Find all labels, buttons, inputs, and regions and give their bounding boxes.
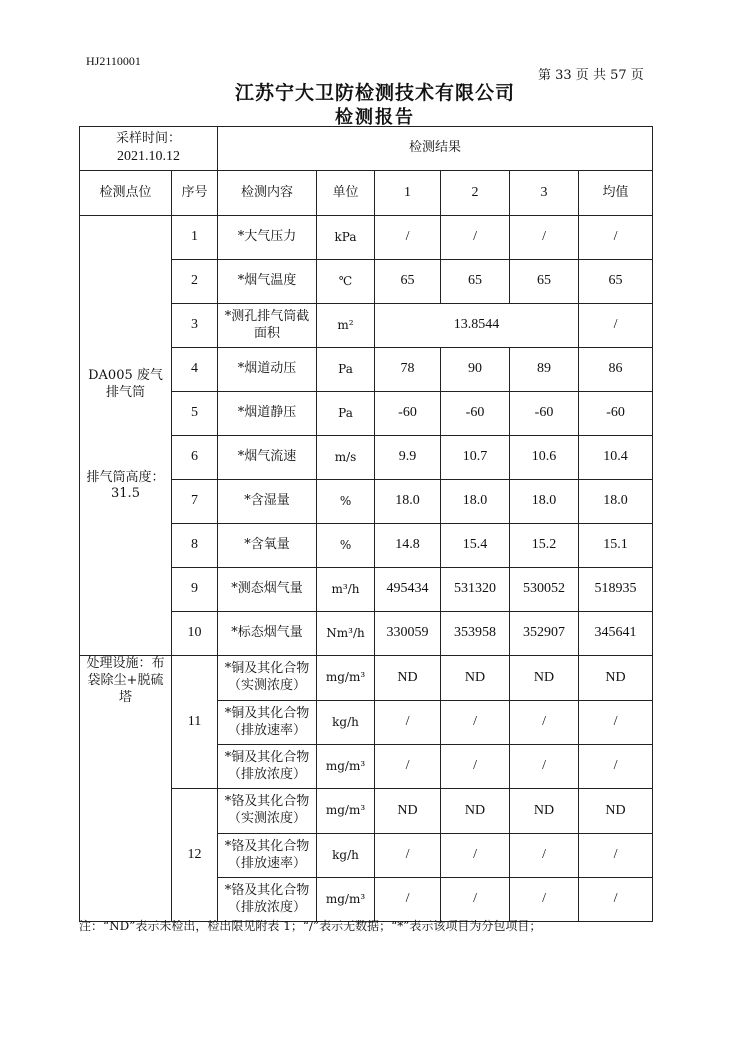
sample-time-cell (80, 127, 218, 171)
row-avg: ND (579, 656, 653, 701)
row-value-3: / (510, 834, 579, 878)
row-unit: kPa (317, 216, 375, 260)
row-seq: 6 (172, 436, 218, 480)
row-unit: m² (317, 304, 375, 348)
document-id: HJ2110001 (86, 54, 141, 68)
row-value-3: ND (510, 789, 579, 834)
row-item: *铜及其化合物（实测浓度） (218, 656, 317, 701)
row-avg: 518935 (579, 568, 653, 612)
col-unit-header: 单位 (317, 171, 375, 216)
results-table (79, 126, 653, 922)
row-value-3: / (510, 745, 579, 789)
row-avg: 15.1 (579, 524, 653, 568)
row-avg: / (579, 304, 653, 348)
row-value-1: ND (375, 656, 441, 701)
row-item: *烟道动压 (218, 348, 317, 392)
row-value-3: 15.2 (510, 524, 579, 568)
row-unit: kg/h (317, 834, 375, 878)
row-value-3: -60 (510, 392, 579, 436)
row-value-1: 78 (375, 348, 441, 392)
row-value-3: / (510, 878, 579, 922)
row-unit: kg/h (317, 701, 375, 745)
col-3-header: 3 (510, 171, 579, 216)
row-value-3: 530052 (510, 568, 579, 612)
row-item: *标态烟气量 (218, 612, 317, 656)
row-seq: 3 (172, 304, 218, 348)
row-seq: 9 (172, 568, 218, 612)
row-seq: 4 (172, 348, 218, 392)
row-seq: 7 (172, 480, 218, 524)
company-name: 江苏宁大卫防检测技术有限公司 (234, 82, 515, 104)
row-unit: % (317, 524, 375, 568)
row-merged-value: 13.8544 (375, 304, 579, 348)
row-item: *烟气温度 (218, 260, 317, 304)
row-avg: -60 (579, 392, 653, 436)
row-value-3: / (510, 216, 579, 260)
row-item: *铬及其化合物（排放速率） (218, 834, 317, 878)
col-2-header: 2 (441, 171, 510, 216)
row-avg: / (579, 878, 653, 922)
row-value-1: 18.0 (375, 480, 441, 524)
row-unit: Nm³/h (317, 612, 375, 656)
row-avg: 10.4 (579, 436, 653, 480)
row-value-3: / (510, 701, 579, 745)
row-avg: ND (579, 789, 653, 834)
row-value-3: 10.6 (510, 436, 579, 480)
row-value-1: / (375, 834, 441, 878)
row-unit: mg/m³ (317, 789, 375, 834)
row-value-1: / (375, 745, 441, 789)
row-unit: mg/m³ (317, 745, 375, 789)
row-value-1: / (375, 878, 441, 922)
row-unit: mg/m³ (317, 656, 375, 701)
row-item: *含湿量 (218, 480, 317, 524)
row-value-2: / (441, 701, 510, 745)
row-unit: m/s (317, 436, 375, 480)
stack-height: 排气筒高度：31.5 (86, 469, 165, 502)
row-avg: / (579, 701, 653, 745)
row-seq: 2 (172, 260, 218, 304)
row-value-2: 15.4 (441, 524, 510, 568)
group-seq: 11 (172, 656, 218, 789)
row-value-1: -60 (375, 392, 441, 436)
row-value-1: 9.9 (375, 436, 441, 480)
row-value-2: 531320 (441, 568, 510, 612)
row-item: *大气压力 (218, 216, 317, 260)
point-name: DA005 废气排气筒 (88, 367, 163, 400)
row-value-3: 89 (510, 348, 579, 392)
row-value-3: ND (510, 656, 579, 701)
col-seq-header: 序号 (172, 171, 218, 216)
row-unit: m³/h (317, 568, 375, 612)
row-value-3: 352907 (510, 612, 579, 656)
row-avg: 345641 (579, 612, 653, 656)
point-cell (80, 216, 172, 656)
row-avg: 86 (579, 348, 653, 392)
row-item: *含氧量 (218, 524, 317, 568)
facility-cell (80, 656, 172, 922)
row-item: *铜及其化合物（排放速率） (218, 701, 317, 745)
row-avg: 18.0 (579, 480, 653, 524)
row-avg: / (579, 834, 653, 878)
row-seq: 5 (172, 392, 218, 436)
col-1-header: 1 (375, 171, 441, 216)
row-value-1: 330059 (375, 612, 441, 656)
row-unit: mg/m³ (317, 878, 375, 922)
row-avg: / (579, 745, 653, 789)
row-value-1: 495434 (375, 568, 441, 612)
footnote: 注：“ND”表示未检出，检出限见附表 1；“/”表示无数据；“*”表示该项目为分包项目； (79, 919, 542, 933)
report-title: 检测报告 (335, 107, 415, 128)
row-value-1: 65 (375, 260, 441, 304)
row-value-1: / (375, 216, 441, 260)
row-unit: % (317, 480, 375, 524)
group-seq: 12 (172, 789, 218, 922)
row-value-2: 65 (441, 260, 510, 304)
row-item: *烟气流速 (218, 436, 317, 480)
row-item: *铬及其化合物（排放浓度） (218, 878, 317, 922)
row-value-2: -60 (441, 392, 510, 436)
row-unit: ℃ (317, 260, 375, 304)
col-point-header: 检测点位 (80, 171, 172, 216)
page-number: 第 33 页 共 57 页 (538, 68, 644, 83)
facility-text: 处理设施：布袋除尘+脱硫塔 (86, 656, 165, 705)
row-value-1: 14.8 (375, 524, 441, 568)
row-value-2: / (441, 745, 510, 789)
row-item: *烟道静压 (218, 392, 317, 436)
sample-time-label: 采样时间： (116, 130, 182, 146)
row-unit: Pa (317, 348, 375, 392)
row-value-2: / (441, 834, 510, 878)
row-value-2: 18.0 (441, 480, 510, 524)
row-value-1: / (375, 701, 441, 745)
row-item: *测态烟气量 (218, 568, 317, 612)
row-seq: 10 (172, 612, 218, 656)
row-value-2: / (441, 878, 510, 922)
row-value-2: ND (441, 789, 510, 834)
row-avg: 65 (579, 260, 653, 304)
row-value-2: 353958 (441, 612, 510, 656)
row-value-3: 18.0 (510, 480, 579, 524)
row-value-2: / (441, 216, 510, 260)
row-value-2: ND (441, 656, 510, 701)
sample-date: 2021.10.12 (117, 148, 180, 164)
row-seq: 1 (172, 216, 218, 260)
row-item: *测孔排气筒截面积 (218, 304, 317, 348)
row-value-2: 10.7 (441, 436, 510, 480)
row-value-3: 65 (510, 260, 579, 304)
row-avg: / (579, 216, 653, 260)
row-seq: 8 (172, 524, 218, 568)
row-unit: Pa (317, 392, 375, 436)
results-header: 检测结果 (218, 127, 653, 171)
row-item: *铜及其化合物（排放浓度） (218, 745, 317, 789)
col-avg-header: 均值 (579, 171, 653, 216)
row-item: *铬及其化合物（实测浓度） (218, 789, 317, 834)
row-value-1: ND (375, 789, 441, 834)
row-value-2: 90 (441, 348, 510, 392)
col-item-header: 检测内容 (218, 171, 317, 216)
